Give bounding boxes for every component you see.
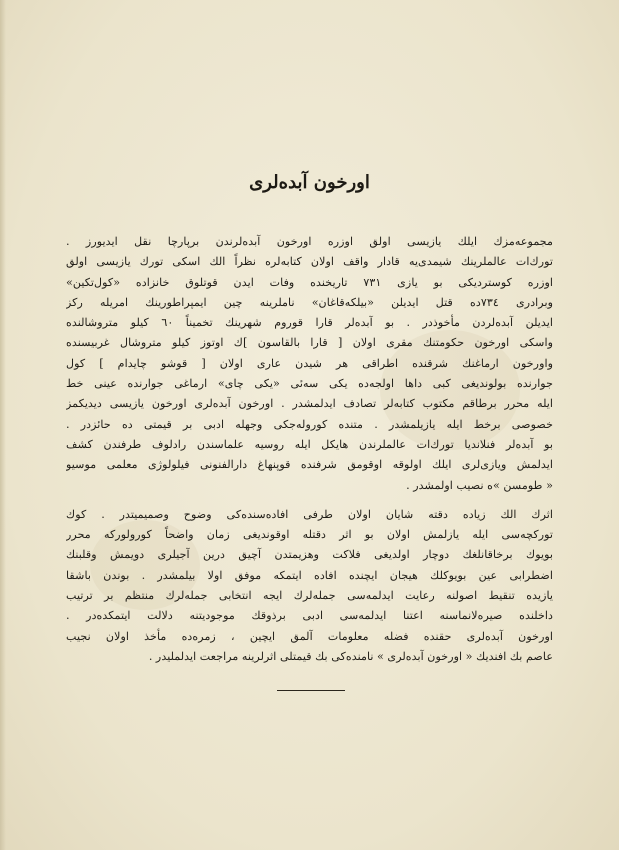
text-line: ايديلن آبده‌لردن مأخوذدر . بو آبده‌لر قارا قوروم شهرينك تخميناً ٦٠ كيلو متروشالنده (66, 316, 553, 330)
text-line: ايدلمش ويازى‌لرى ايلك اولوقه اوقومق شرفنده قوپنهاغ دارالفنونى فيلولوژى معلمى موسيو (66, 458, 553, 472)
text-line: واسكى اورخون حكومتنك مقرى اولان [ قارا بالقاسون ]ك اوتوز كيلو متروشال غربيسنده (66, 336, 553, 350)
text-line: بو آبده‌لر فنلانديا تورك‌ات عالملرندن هايكل ايله روسيه علماسندن رادلوف طرفندن كشف (66, 437, 553, 451)
paragraph-gap (66, 496, 553, 505)
text-line: مجموعه‌مزك ايلك يازيسى اولق اوزره اورخون آبده‌لرندن برپارچا نقل ايديورز . (66, 235, 553, 248)
text-line: تورك‌ات عالملرينك شيمدى‌يه قادار واقف اولان كتابه‌لره نظراً الك اسكى تورك يازيسى اولق (66, 255, 553, 269)
text-line: اثرك الك زياده دقته شايان اولان طرفى افاده‌سنده‌كى وضوح وصميميتدر . كوك (66, 507, 553, 521)
paragraph-2 (66, 505, 553, 667)
text-line: اورخون آبده‌لرى حقنده فضله معلومات آلمق ايچين ، زمره‌ده مأخذ اولان نجيب (66, 629, 553, 643)
text-line: واورخون ارماغنك شرقنده اطراقى هر شيدن عارى اولان [ قوشو چايدام ] كول (66, 356, 553, 370)
text-line: جوارنده بولونديغى كبى داها اولجه‌ده يكى سه‌ئى «يكى چاى» ارماغى جوارنده عينى خط (66, 377, 553, 391)
text-line: وبرادرى ٧٣٤ده قتل ايديلن «بيلكه‌قاغان» ناملرينه چين ايمپراطورينك امريله ركز (66, 295, 553, 309)
text-line: خصوصى برخط ايله يازيلمشدر . متنده كوروله‌جكى وجهله ادبى بر قيمتى ده حائزدر . (66, 417, 553, 431)
page-title: اورخون آبده‌لری (249, 172, 370, 193)
page-binding-shadow (0, 0, 6, 850)
text-line: « طومسن »ه نصيب اولمشدر . (406, 478, 553, 492)
text-line: يازيده تنقيط اصولنه رعايت ايدلمه‌سى جمله‌لرك ايجه انتخابى جمله‌لرك منتظم بر ترتيب (66, 589, 553, 603)
text-line: اضطرابى عين بويوكلك هيجان ايچنده افاده ايتمكه موفق اولا بيلمشدر . بوندن باشقا (66, 568, 553, 582)
text-line: توركچه‌سى ايله يازلمش اولان بو اثر دقتله اوقونديغى زمان واضحاً كورولوركه محرر (66, 528, 553, 542)
body-text (66, 232, 553, 667)
text-line: ايله محرر برطاقم مكتوب كتابه‌لر تصادف ايدلمشدر . اورخون آبده‌لرى اورخون يازيسى ديديكمز (66, 397, 553, 411)
text-line: بويوك برخاقانلغك دوچار اولديغى فلاكت وهزيمتدن آچيق درين آجيلرى دويمش وقلبنك (66, 548, 553, 562)
section-divider-rule (277, 690, 345, 691)
paragraph-1 (66, 232, 553, 496)
text-line: عاصم بك افنديك « اورخون آبده‌لرى » نامنده‌كى بك قيمتلى اثرلرينه مراجعت ايدلمليدر . (148, 649, 553, 663)
text-line: داخلنده صيره‌لانماسنه اعتنا ايدلمه‌سى ادبى برذوقك موجوديتنه دلالت ايتمكده‌در . (66, 609, 553, 623)
text-line: اوزره كوسترديكى بو يازى ٧٣١ تاريخنده وفات ايدن قوتلوق خانزاده «كول‌تكين» (66, 275, 553, 289)
